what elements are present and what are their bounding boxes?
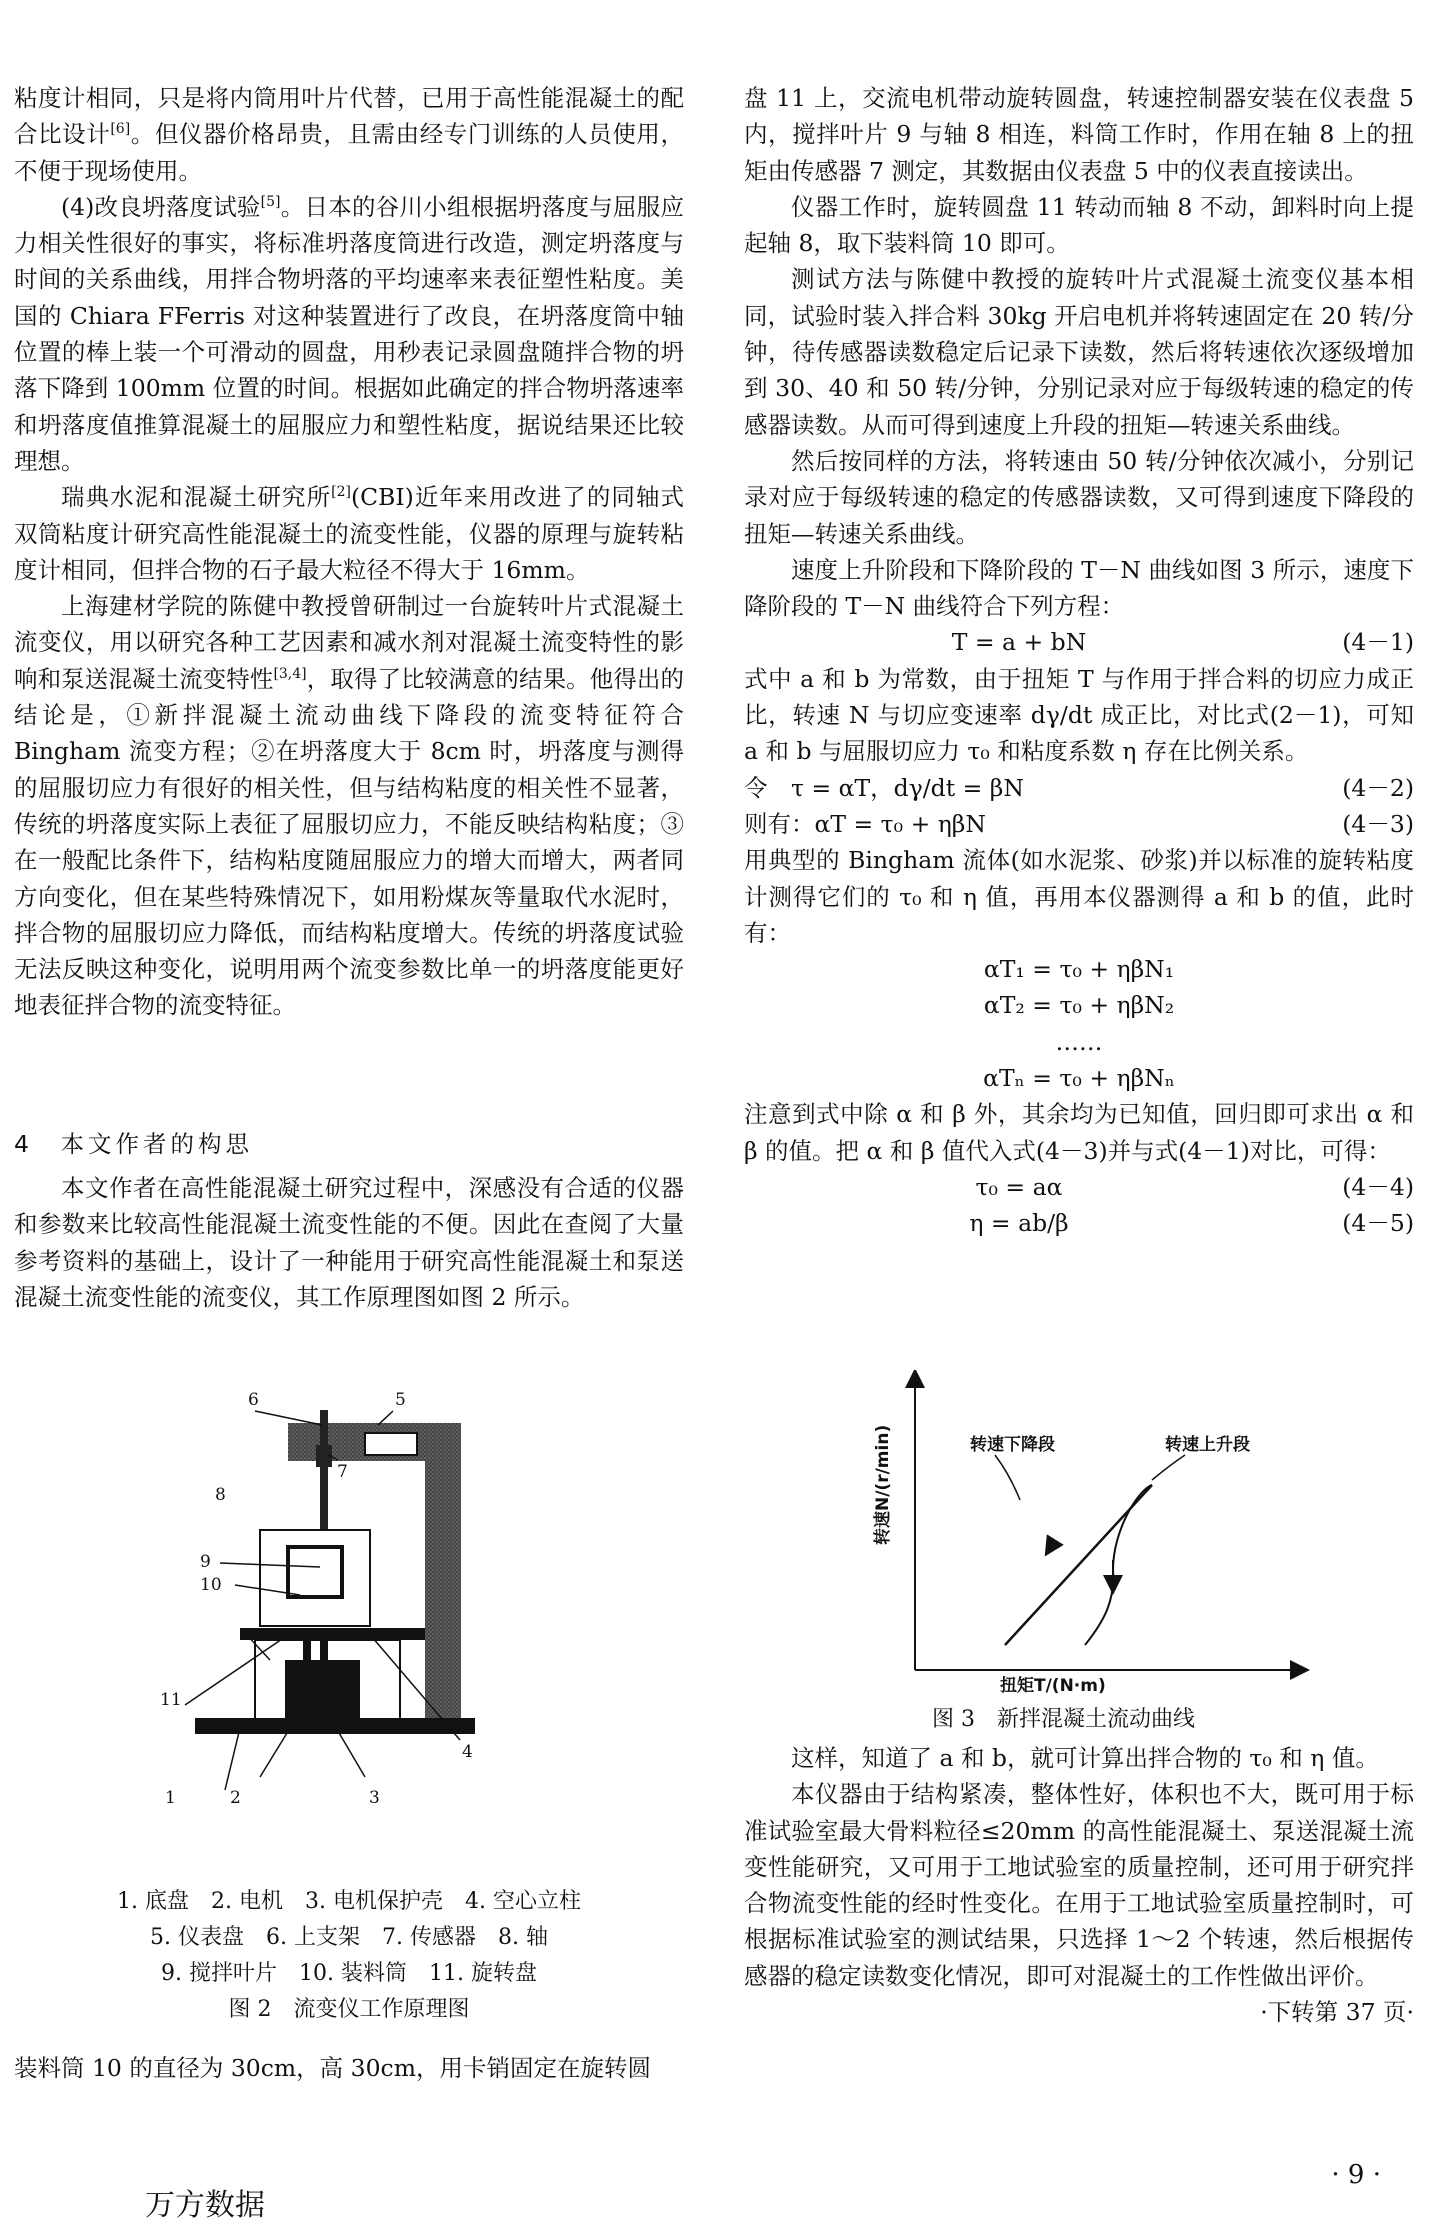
paragraph: 上海建材学院的陈健中教授曾研制过一台旋转叶片式混凝土流变仪，用以研究各种工艺因素和减水剂对混凝土流变特性的影响和泵送混凝土流变特性[3,4]，取得了比较满意的结果。他得出的结论是，①新拌混凝土流动曲线下降段的流变特征符合 Bingham 流变方程；②在坍落度大于 8cm 时，坍落度与测得的屈服切应力有很好的相关性，但与结构粘度的相关性不显著，传统的坍落度实际上表征了屈服切应力，不能反映结构粘度；③在一般配比条件下，结构粘度随屈服应力的增大而增大，两者同方向变化，但在某些特殊情况下，如用粉煤灰等量取代水泥时，拌合物的屈服切应力降低，而结构粘度增大。传统的坍落度试验无法反映这种变化，说明用两个流变参数比单一的坍落度能更好地表征拌合物的流变特征。 <box>14 592 685 1020</box>
watermark: 万方数据 <box>145 2188 265 2223</box>
legend-line: 9. 搅拌叶片 10. 装料筒 11. 旋转盘 <box>161 1961 537 1986</box>
x-axis-label: 扭矩T/(N·m) <box>1000 1676 1106 1695</box>
leader-line <box>995 1455 1020 1500</box>
motor-stem <box>320 1640 328 1662</box>
label-8: 8 <box>215 1485 226 1505</box>
figure-3-title: 图 3 新拌混凝土流动曲线 <box>932 1707 1195 1732</box>
paragraph: 仪器工作时，旋转圆盘 11 转动而轴 8 不动，卸料时向上提起轴 8，取下装料筒 10 即可。 <box>744 192 1414 258</box>
leader-line <box>1152 1455 1185 1480</box>
label-9: 9 <box>200 1552 211 1572</box>
section-heading: 4 本文作者的构思 <box>14 1130 253 1158</box>
label-ascending: 转速上升段 <box>1165 1435 1250 1455</box>
label-4: 4 <box>462 1742 473 1762</box>
label-2: 2 <box>230 1788 241 1808</box>
paragraph: 粘度计相同，只是将内筒用叶片代替，已用于高性能混凝土的配合比设计[6]。但仪器价格昂贵，且需由经专门训练的人员使用，不便于现场使用。 <box>14 84 685 185</box>
right-column-bottom <box>744 1740 1414 2030</box>
left-column <box>14 80 684 1024</box>
paragraph: 瑞典水泥和混凝土研究所[2](CBI)近年来用改进了的同轴式双筒粘度计研究高性能混凝土的流变性能，仪器的原理与旋转粘度计相同，但拌合物的石子最大粒径不得大于 16mm。 <box>14 483 684 584</box>
figure-3-chart <box>870 1370 1330 1699</box>
equation: αT₂ = τ₀ + ηβN₂ <box>983 991 1175 1020</box>
equation: T = a + bN (4－1) <box>951 628 1414 657</box>
paragraph: 然后按同样的方法，将转速由 50 转/分钟依次减小，分别记录对应于每级转速的稳定的传感器读数，又可得到速度下降段的扭矩—转速关系曲线。 <box>744 446 1414 548</box>
figure-2-legend <box>14 1884 684 2028</box>
figure-2-title: 图 2 流变仪工作原理图 <box>228 1997 470 2022</box>
paragraph: 速度上升阶段和下降阶段的 T－N 曲线如图 3 所示，速度下降阶段的 T－N 曲线符合下列方程： <box>744 555 1414 621</box>
equation: αTₙ = τ₀ + ηβNₙ <box>983 1064 1175 1093</box>
direction-arrow <box>1050 1540 1055 1548</box>
motor-stem <box>303 1640 311 1662</box>
page-number: · 9 · <box>1331 2160 1381 2190</box>
paragraph: 盘 11 上，交流电机带动旋转圆盘，转速控制器安装在仪表盘 5 内，搅拌叶片 9 与轴 8 相连，料筒工作时，作用在轴 8 上的扭矩由传感器 7 测定，其数据由仪表盘 5 中的仪表直接读出。 <box>744 84 1414 185</box>
y-axis-label: 转速N/(r/min) <box>873 1424 893 1545</box>
paragraph: (4)改良坍落度试验[5]。日本的谷川小组根据坍落度与屈服应力相关性很好的事实，将标准坍落度筒进行改造，测定坍落度与时间的关系曲线，用拌合物坍落的平均速率来表征塑性粘度。美国的 Chiara FFerris 对这种装置进行了改良，在坍落度筒中轴位置的棒上装一个可滑动的圆盘，用秒表记录圆盘随拌合物的坍落下降到 100mm 位置的时间。根据如此确定的拌合物坍落速率和坍落度值推算混凝土的屈服应力和塑性粘度，据说结果还比较理想。 <box>14 192 684 475</box>
right-column <box>744 80 1414 1242</box>
curve-ascending <box>1085 1485 1152 1645</box>
paragraph: 测试方法与陈健中教授的旋转叶片式混凝土流变仪基本相同，试验时装入拌合料 30kg 开启电机并将转速固定在 20 转/分钟，待传感器读数稳定后记录下读数，然后将转速依次逐级增加到 30、40 和 50 转/分钟，分别记录对应于每级转速的稳定的传感器读数。从而可得到速度上升段的扭矩—转速关系曲线。 <box>744 265 1414 439</box>
legend-line: 1. 底盘 2. 电机 3. 电机保护壳 4. 空心立柱 <box>117 1889 581 1914</box>
label-11: 11 <box>160 1690 182 1710</box>
equation: 则有：αT = τ₀ + ηβN (4－3) <box>744 809 1414 838</box>
label-6: 6 <box>248 1390 259 1410</box>
label-7: 7 <box>337 1462 348 1482</box>
paragraph: 本文作者在高性能混凝土研究过程中，深感没有合适的仪器和参数来比较高性能混凝土流变性能的不便。因此在查阅了大量参考资料的基础上，设计了一种能用于研究高性能混凝土和泵送混凝土流变性能的流变仪，其工作原理图如图 2 所示。 <box>14 1174 684 1311</box>
equation: η = ab/β (4－5) <box>969 1209 1414 1238</box>
rheometer-diagram <box>140 1385 580 1810</box>
equation: τ₀ = aα (4－4) <box>975 1172 1414 1201</box>
equation: …… <box>1055 1027 1103 1056</box>
legend-line: 5. 仪表盘 6. 上支架 7. 传感器 8. 轴 <box>150 1925 548 1950</box>
motor <box>285 1660 360 1720</box>
equation: 令 τ = αT，dγ/dt = βN (4－2) <box>744 773 1414 802</box>
label-1: 1 <box>165 1788 176 1808</box>
figure-2-diagram <box>140 1385 580 1814</box>
hollow-column <box>425 1425 461 1720</box>
rotating-disk <box>240 1628 425 1640</box>
paragraph: 装料筒 10 的直径为 30cm，高 30cm，用卡销固定在旋转圆 <box>14 2054 651 2082</box>
flow-curve-chart <box>870 1370 1330 1695</box>
mixing-blade <box>288 1547 342 1597</box>
label-10: 10 <box>200 1575 222 1595</box>
paragraph: 用典型的 Bingham 流体(如水泥浆、砂浆)并以标准的旋转粘度计测得它们的 τ₀ 和 η 值，再用本仪器测得 a 和 b 的值，此时有： <box>744 846 1414 947</box>
equation: αT₁ = τ₀ + ηβN₁ <box>983 955 1175 984</box>
left-column-section4 <box>14 1170 684 1315</box>
paragraph: 这样，知道了 a 和 b，就可计算出拌合物的 τ₀ 和 η 值。 <box>791 1744 1379 1772</box>
label-5: 5 <box>395 1390 406 1410</box>
paragraph: 注意到式中除 α 和 β 外，其余均为已知值，回归即可求出 α 和 β 的值。把 α 和 β 值代入式(4－3)并与式(4－1)对比，可得： <box>744 1100 1414 1165</box>
paragraph: 本仪器由于结构紧凑，整体性好，体积也不大，既可用于标准试验室最大骨料粒径≤20mm 的高性能混凝土、泵送混凝土流变性能研究，又可用于工地试验室的质量控制，还可用于研究拌合物流变性能的经时性变化。在用于工地试验室质量控制时，可根据标准试验室的测试结果，只选择 1～2 个转速，然后根据传感器的稳定读数变化情况，即可对混凝土的工作性做出评价。 <box>744 1780 1414 1990</box>
label-descending: 转速下降段 <box>970 1435 1055 1455</box>
instrument-panel <box>365 1433 417 1455</box>
continued-note: ·下转第 37 页· <box>1260 1998 1414 2027</box>
paragraph: 式中 a 和 b 为常数，由于扭矩 T 与作用于拌合料的切应力成正比，转速 N 与切应变速率 dγ/dt 成正比，对比式(2－1)，可知 a 和 b 与屈服切应力 τ₀ 和粘度系数 η 存在比例关系。 <box>744 664 1414 766</box>
label-3: 3 <box>369 1788 380 1808</box>
